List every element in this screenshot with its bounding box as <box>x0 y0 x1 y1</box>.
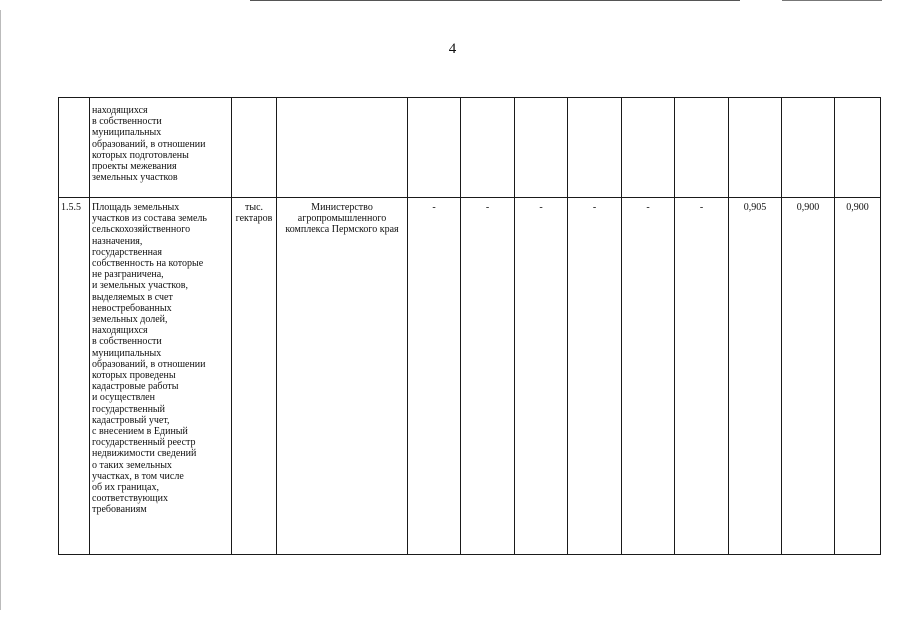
indicator-name-cell: Площадь земельных участков из состава земель сельскохозяйственного назначения, государственная собственность на которые не разграничена, и земельных участков, выделяемых в счет невостребованных земельных долей, находящихся в собственности муниципальных образований, в отношении которых проведены кадастровые работы и осуществлен государственный кадастровый учет, с внесением в Единый государственный реестр недвижимости сведений о таких земельных участках, в том числе об их границах, соответствующих требованиям <box>90 198 232 555</box>
scan-artifact-line <box>782 0 882 1</box>
value-cell: - <box>675 198 729 555</box>
value-cell: 0,900 <box>835 198 881 555</box>
value-cell: 0,900 <box>782 198 835 555</box>
row-number-cell <box>59 98 90 198</box>
scan-artifact-line <box>250 0 740 1</box>
indicator-name-cell: находящихся в собственности муниципальных образований, в отношении которых подготовлены проекты межевания земельных участков <box>90 98 232 198</box>
unit-cell: тыс. гектаров <box>232 198 277 555</box>
value-cell <box>515 98 568 198</box>
value-cell: - <box>568 198 622 555</box>
value-cell: - <box>622 198 675 555</box>
responsible-cell: Министерство агропромышленного комплекса Пермского края <box>277 198 408 555</box>
value-cell <box>568 98 622 198</box>
scan-artifact-edge <box>0 10 1 610</box>
value-cell <box>408 98 461 198</box>
indicators-table <box>58 97 881 555</box>
value-cell <box>675 98 729 198</box>
value-cell <box>622 98 675 198</box>
value-cell: - <box>461 198 515 555</box>
value-cell <box>461 98 515 198</box>
value-cell <box>729 98 782 198</box>
page-number: 4 <box>448 41 457 57</box>
row-number-cell: 1.5.5 <box>59 198 90 555</box>
value-cell: - <box>408 198 461 555</box>
value-cell <box>782 98 835 198</box>
value-cell <box>835 98 881 198</box>
value-cell: - <box>515 198 568 555</box>
table-row <box>59 198 881 555</box>
value-cell: 0,905 <box>729 198 782 555</box>
unit-cell <box>232 98 277 198</box>
table-row <box>59 98 881 198</box>
responsible-cell <box>277 98 408 198</box>
